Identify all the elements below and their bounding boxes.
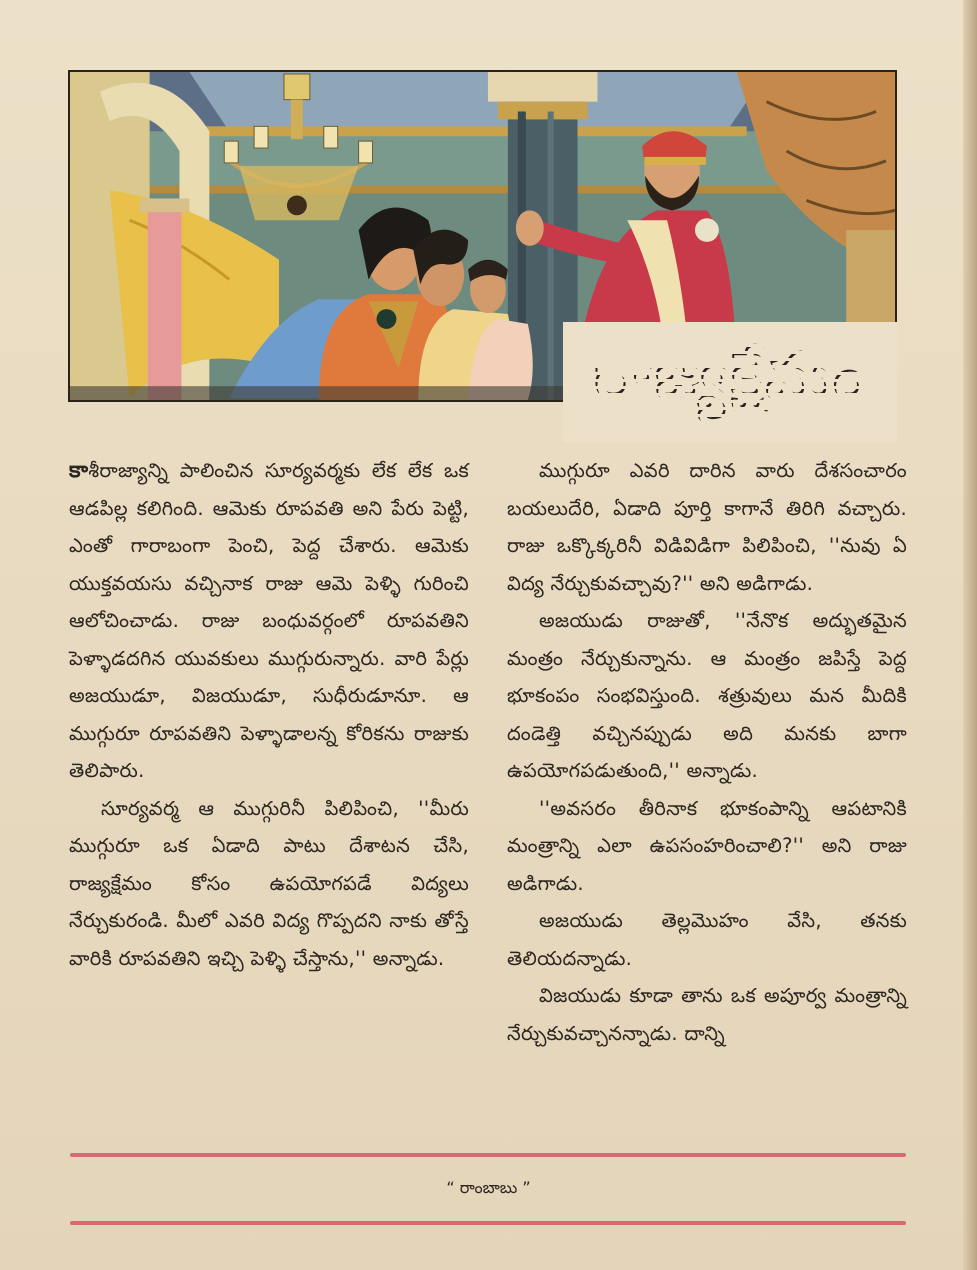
text-column-right — [507, 452, 907, 1052]
text-column-left — [69, 452, 469, 977]
divider-bottom — [70, 1221, 906, 1225]
paragraph-text: శీరాజ్యాన్ని పాలించిన సూర్యవర్మకు లేక లేక ఒక ఆడపిల్ల కలిగింది. ఆమెకు రూపవతి అని పేరు పెట్టి, ఎంతో గారాబంగా పెంచి, పెద్ద చేశారు. ఆమెకు యుక్తవయసు వచ్చినాక రాజు ఆమె పెళ్ళి గురించి ఆలోచించాడు. రాజు బంధువర్గంలో రూపవతిని పెళ్ళాడదగిన యువకులు ముగ్గురున్నారు. వారి పేర్లు అజయుడూ, విజయుడూ, సుధీరుడూనూ. ఆ ముగ్గురూ రూపవతిని పెళ్ళాడాలన్న కోరికను రాజుకు తెలిపారు. — [69, 459, 469, 782]
paragraph: ''అవసరం తీరినాక భూకంపాన్ని ఆపటానికి మంత్రాన్ని ఎలా ఉపసంహరించాలి?'' అని రాజు అడిగాడు. — [507, 796, 907, 895]
paragraph: అజయుడు తెల్లమొహం వేసి, తనకు తెలియదన్నాడు. — [507, 909, 907, 970]
author-credit: “ రాంబాబు ” — [446, 1178, 531, 1197]
paragraph: ముగ్గురూ ఎవరి దారిన వారు దేశసంచారం బయలుదేరి, ఏడాది పూర్తి కాగానే తిరిగి వచ్చారు. రాజు ఒక్కొక్కరినీ విడివిడిగా పిలిపించి, ''నువు ఏ విద్య నేర్చుకువచ్చావు?'' అని అడిగాడు. — [507, 459, 907, 595]
paragraph: సూర్యవర్మ ఆ ముగ్గురినీ పిలిపించి, ''మీరు ముగ్గురూ ఒక ఏడాది పాటు దేశాటన చేసి, రాజ్యక్షేమం కోసం ఉపయోగపడే విద్యలు నేర్చుకురండి. మీలో ఎవరి విద్య గొప్పదని నాకు తోస్తే వారికి రూపవతిని ఇచ్చి పెళ్ళి చేస్తాను,'' అన్నాడు. — [69, 796, 469, 970]
story-title: రాజ్యక్షేమం — [563, 340, 897, 429]
drop-cap: కా — [69, 458, 89, 483]
page-edge — [963, 0, 977, 1270]
divider-top — [70, 1153, 906, 1157]
paragraph — [69, 452, 469, 790]
paragraph: విజయుడు కూడా తాను ఒక అపూర్వ మంత్రాన్ని నేర్చుకువచ్చానన్నాడు. దాన్ని — [507, 984, 907, 1045]
title-panel — [563, 322, 897, 442]
paragraph: అజయుడు రాజుతో, ''నేనొక అద్భుతమైన మంత్రం నేర్చుకున్నాను. ఆ మంత్రం జపిస్తే పెద్ద భూకంపం సంభవిస్తుంది. శత్రువులు మన మీదికి దండెత్తి వచ్చినప్పుడు అది మనకు బాగా ఉపయోగపడుతుంది,'' అన్నాడు. — [507, 609, 907, 782]
